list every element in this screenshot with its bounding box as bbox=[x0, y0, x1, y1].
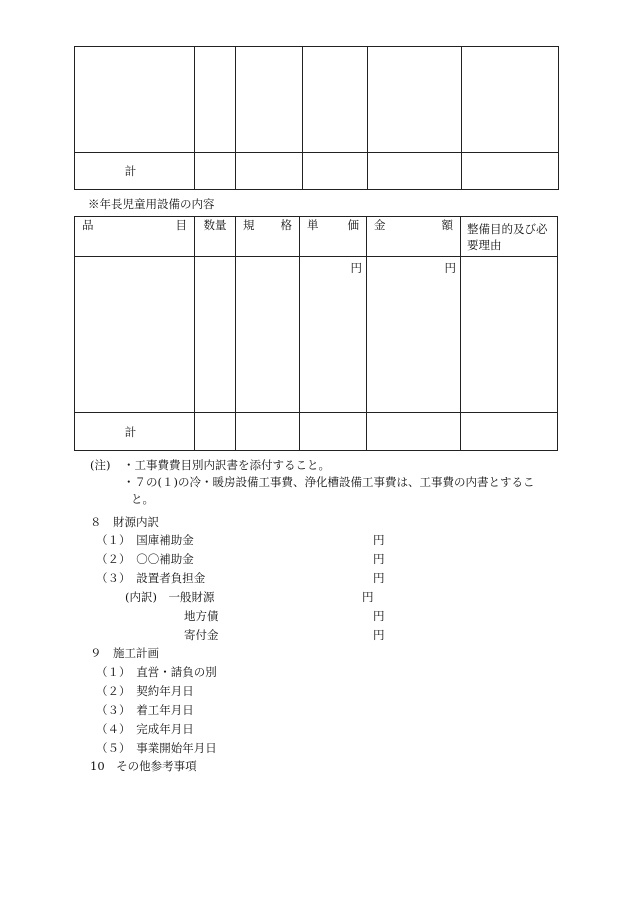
top-table-sum-row bbox=[75, 153, 559, 190]
top-table bbox=[74, 46, 559, 190]
equipment-table-sum-row bbox=[75, 413, 558, 451]
equipment-table-header bbox=[75, 217, 558, 257]
funding-unit: 円 bbox=[373, 552, 385, 566]
note-item: ・工事費費目別内訳書を添付すること。 bbox=[123, 458, 330, 472]
breakdown-unit: 円 bbox=[373, 628, 385, 642]
equipment-table-sum-label: 計 bbox=[75, 413, 195, 451]
construction-plan-row: （５） 事業開始年月日 bbox=[96, 741, 217, 755]
header-item: 品 目 bbox=[75, 217, 195, 257]
equipment-section-title: ※年長児童用設備の内容 bbox=[88, 197, 215, 211]
construction-plan-row: （２） 契約年月日 bbox=[96, 684, 194, 698]
section10-title: 10 その他参考事項 bbox=[90, 759, 197, 773]
breakdown-unit: 円 bbox=[362, 590, 374, 604]
note-item: ・７の(１)の冷・暖房設備工事費、浄化槽設備工事費は、工事費の内書とするこ bbox=[123, 475, 535, 489]
header-amount: 金 額 bbox=[367, 217, 461, 257]
equipment-table bbox=[74, 216, 558, 451]
breakdown-row: 寄付金 bbox=[184, 628, 219, 642]
construction-plan-row: （４） 完成年月日 bbox=[96, 722, 194, 736]
breakdown-unit: 円 bbox=[373, 609, 385, 623]
note-label: (注) bbox=[90, 458, 111, 472]
funding-row: （２） 〇〇補助金 bbox=[96, 552, 194, 566]
top-table-sum-label: 計 bbox=[75, 153, 195, 190]
section8-title: ８ 財源内訳 bbox=[90, 515, 159, 529]
funding-unit: 円 bbox=[373, 571, 385, 585]
construction-plan-row: （３） 着工年月日 bbox=[96, 703, 194, 717]
header-purpose: 整備目的及び必要理由 bbox=[461, 217, 558, 257]
amount-yen: 円 bbox=[367, 257, 461, 413]
construction-plan-row: （１） 直営・請負の別 bbox=[96, 665, 217, 679]
breakdown-row: (内訳) 一般財源 bbox=[125, 590, 215, 604]
funding-row: （３） 設置者負担金 bbox=[96, 571, 206, 585]
top-table-body-row bbox=[75, 47, 559, 153]
funding-unit: 円 bbox=[373, 533, 385, 547]
header-quantity: 数量 bbox=[195, 217, 236, 257]
header-spec: 規 格 bbox=[236, 217, 300, 257]
note-item: と。 bbox=[131, 492, 154, 506]
breakdown-row: 地方債 bbox=[184, 609, 219, 623]
equipment-table-body-row bbox=[75, 257, 558, 413]
header-unit-price: 単 価 bbox=[300, 217, 367, 257]
funding-row: （１） 国庫補助金 bbox=[96, 533, 194, 547]
section9-title: ９ 施工計画 bbox=[90, 646, 159, 660]
unit-price-yen: 円 bbox=[300, 257, 367, 413]
